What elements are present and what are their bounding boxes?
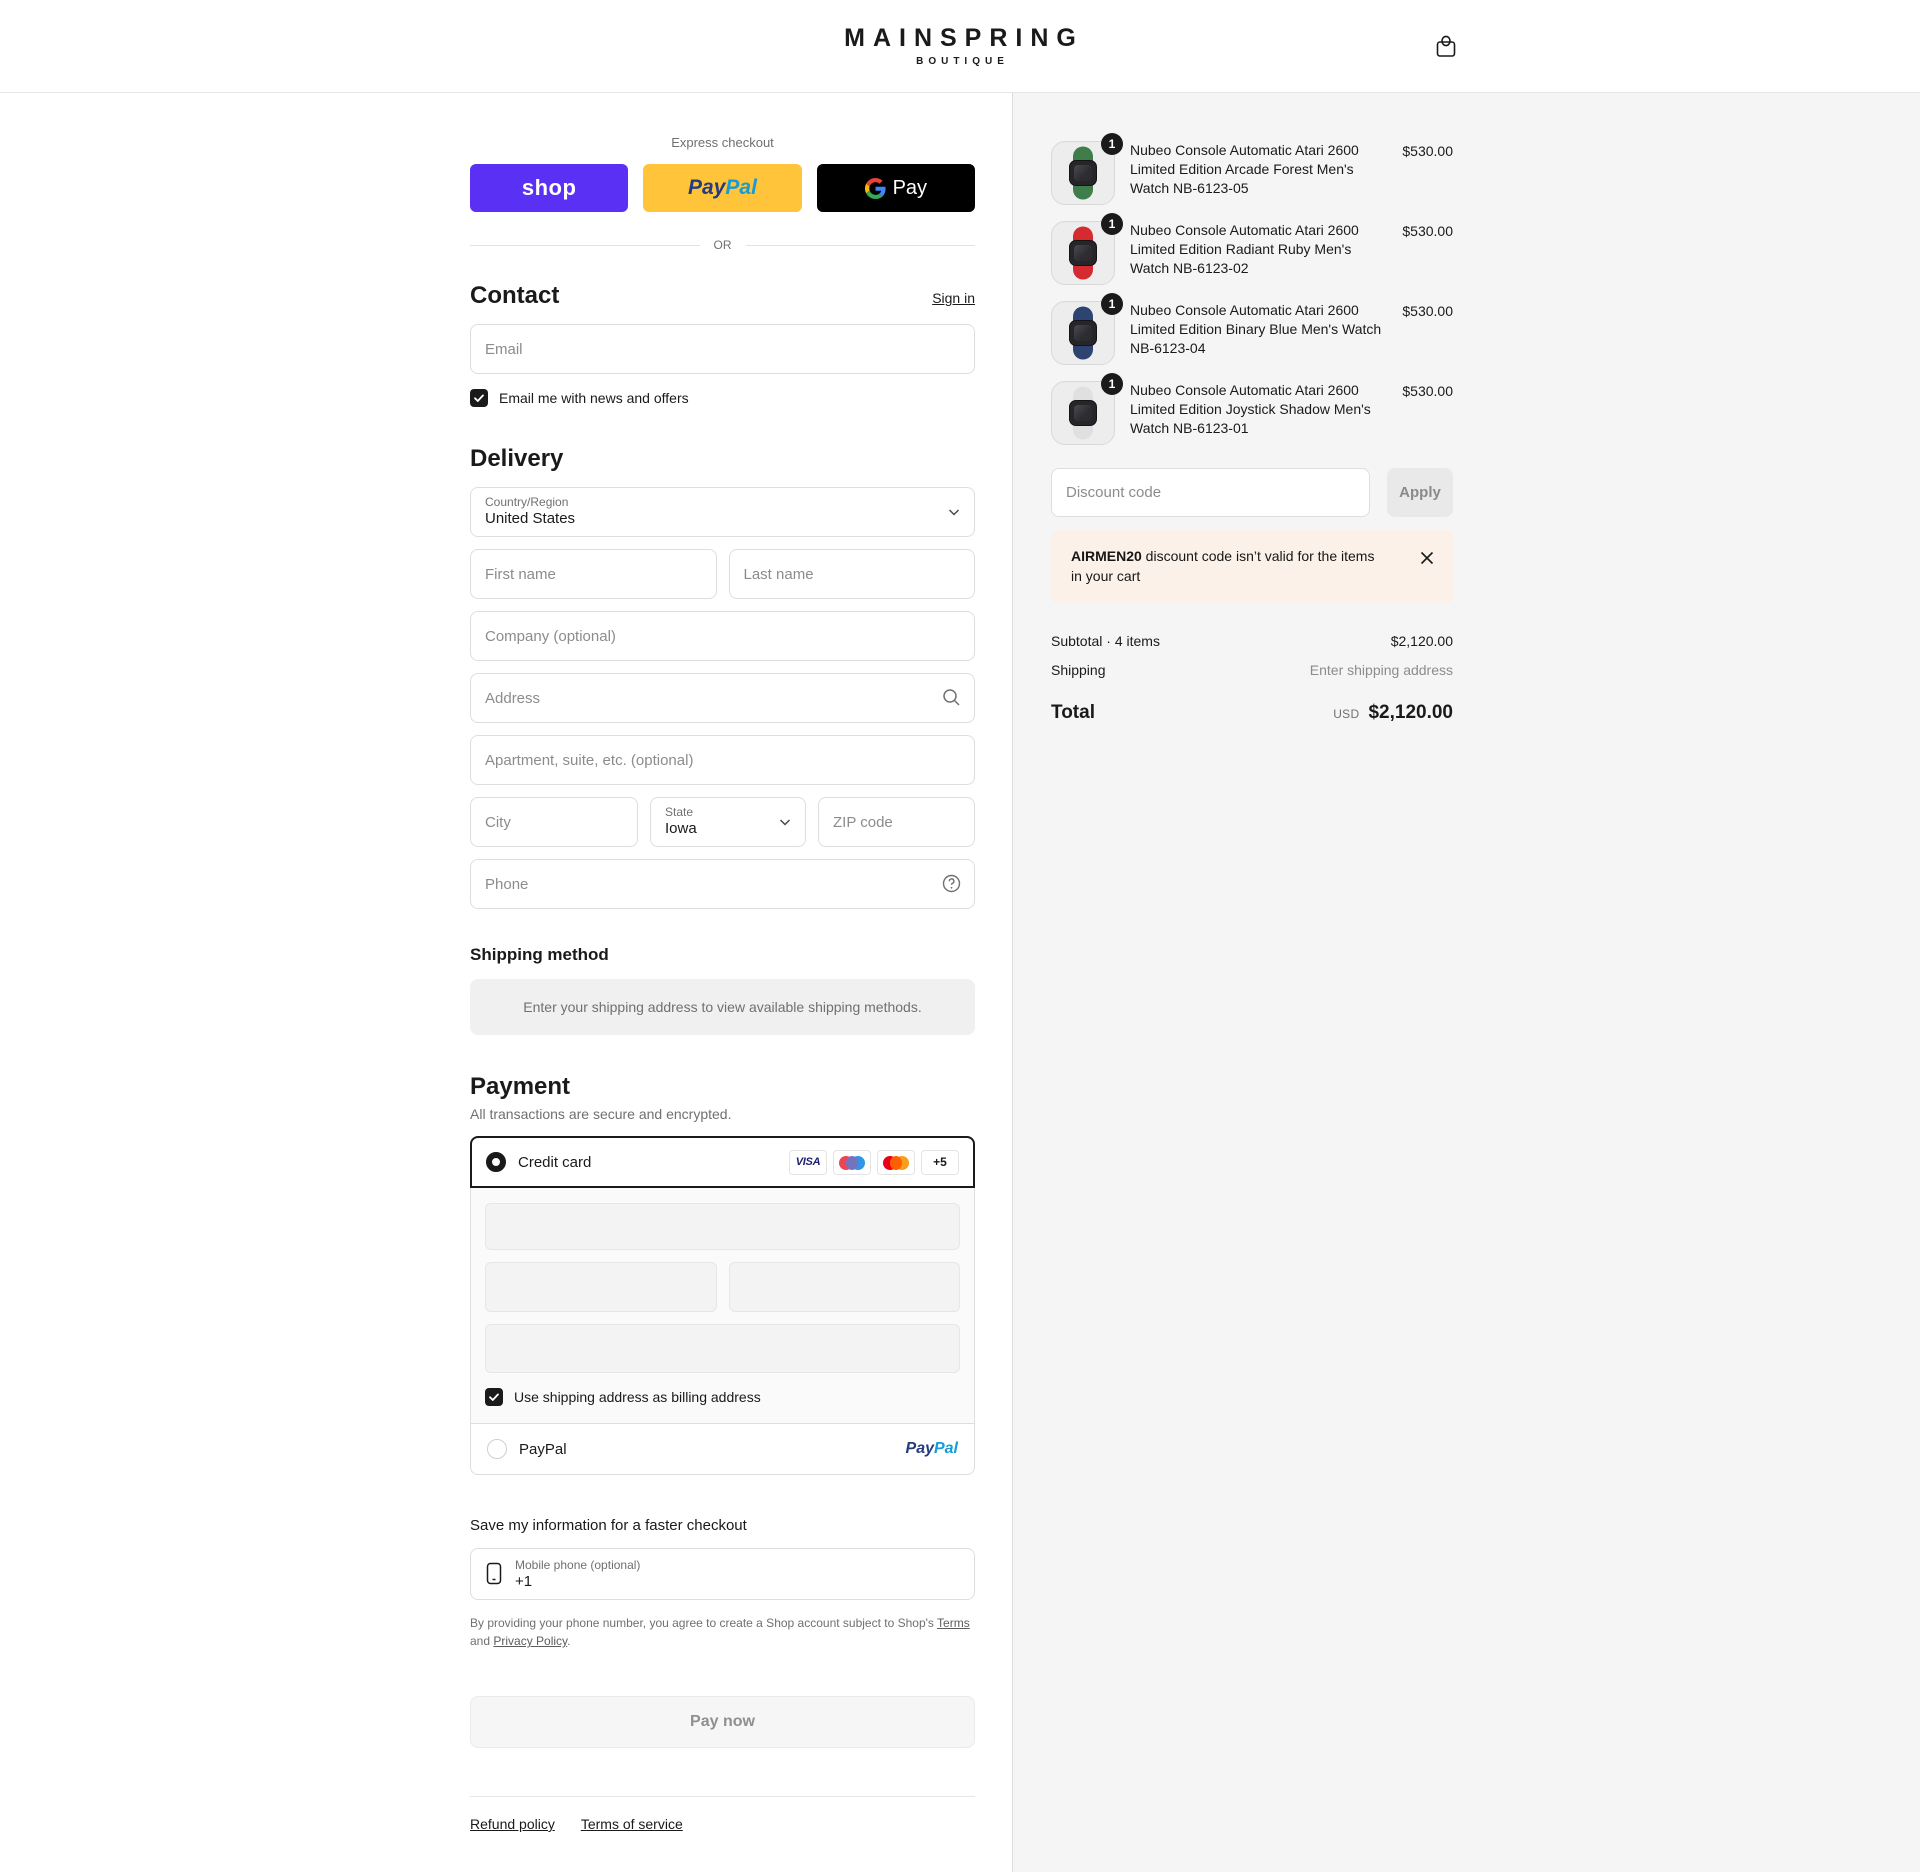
total-row (1051, 702, 1453, 724)
contact-heading: Contact (470, 282, 560, 309)
discount-error-text: AIRMEN20 discount code isn’t valid for the items in your cart (1071, 548, 1375, 584)
smartphone-icon (484, 1561, 504, 1587)
credit-card-fields (470, 1188, 975, 1424)
more-cards-badge: +5 (921, 1150, 959, 1175)
country-value: United States (485, 510, 576, 527)
credit-card-radio[interactable] (486, 1152, 506, 1172)
apartment-field[interactable] (470, 735, 975, 785)
mastercard-icon (877, 1150, 915, 1175)
shop-pay-button[interactable] (470, 164, 628, 212)
payment-heading: Payment (470, 1073, 571, 1100)
close-icon[interactable] (1419, 550, 1435, 566)
paypal-option[interactable] (470, 1424, 975, 1475)
city-field[interactable] (470, 797, 638, 847)
chevron-down-icon (947, 505, 961, 519)
product-price: $530.00 (1402, 223, 1453, 239)
company-field[interactable] (470, 611, 975, 661)
order-summary-column (1012, 93, 1920, 1872)
apply-discount-button[interactable]: Apply (1387, 468, 1453, 517)
google-pay-label: Pay (892, 176, 928, 199)
cart-item (1051, 377, 1453, 445)
cart-item (1051, 297, 1453, 365)
product-title: Nubeo Console Automatic Atari 2600 Limited Edition Binary Blue Men's Watch NB-6123-04 (1130, 302, 1382, 356)
footer-links (470, 1796, 975, 1872)
watch-face (1069, 320, 1097, 346)
shipping-value: Enter shipping address (1309, 661, 1453, 678)
product-title: Nubeo Console Automatic Atari 2600 Limited Edition Joystick Shadow Men's Watch NB-6123-01 (1130, 382, 1371, 436)
store-subtitle: BOUTIQUE (916, 55, 1009, 67)
product-price: $530.00 (1402, 143, 1453, 159)
google-pay-button[interactable] (817, 164, 975, 212)
paypal-option-label: PayPal (519, 1440, 567, 1458)
billing-address-checkbox[interactable] (485, 1388, 503, 1406)
shop-pay-logo: shop (521, 175, 577, 200)
delivery-heading: Delivery (470, 445, 564, 472)
product-price: $530.00 (1402, 383, 1453, 399)
discount-code-input[interactable] (1051, 468, 1370, 517)
card-number-field[interactable] (485, 1203, 960, 1250)
card-cvv-field[interactable] (729, 1262, 961, 1312)
product-price: $530.00 (1402, 303, 1453, 319)
total-value: $2,120.00 (1368, 701, 1453, 723)
state-value: Iowa (665, 820, 697, 837)
zip-field[interactable] (818, 797, 975, 847)
billing-address-label: Use shipping address as billing address (514, 1389, 761, 1405)
checkout-form-column (0, 93, 1012, 1872)
watch-face (1069, 240, 1097, 266)
shop-privacy-link[interactable]: Privacy Policy (493, 1634, 568, 1648)
marketing-checkbox[interactable] (470, 389, 488, 407)
shop-terms-link[interactable]: Terms (937, 1616, 970, 1630)
card-expiry-field[interactable] (485, 1262, 717, 1312)
terms-of-service-link[interactable]: Terms of service (580, 1816, 683, 1832)
subtotal-row (1051, 633, 1453, 649)
state-select[interactable] (650, 797, 806, 847)
product-title: Nubeo Console Automatic Atari 2600 Limited Edition Radiant Ruby Men's Watch NB-6123-02 (1130, 222, 1359, 276)
address-field[interactable] (470, 673, 975, 723)
cart-item (1051, 137, 1453, 205)
paypal-express-button[interactable] (643, 164, 801, 212)
shipping-row (1051, 662, 1453, 678)
shipping-label: Shipping (1051, 661, 1106, 678)
quantity-badge: 1 (1101, 293, 1123, 315)
cart-items-list (1051, 137, 1453, 445)
payment-methods (470, 1136, 975, 1475)
email-field[interactable] (470, 324, 975, 374)
payment-subheading: All transactions are secure and encrypted. (470, 1106, 732, 1122)
shipping-method-empty-message: Enter your shipping address to view available shipping methods. (470, 979, 975, 1035)
visa-icon: VISA (789, 1150, 827, 1175)
paypal-wordmark: PayPal (905, 1440, 958, 1457)
card-brand-icons (789, 1150, 959, 1175)
paypal-logo: PayPal (688, 176, 757, 199)
express-buttons (470, 164, 975, 212)
subtotal-value: $2,120.00 (1390, 632, 1453, 649)
mobile-phone-field[interactable] (470, 1548, 975, 1600)
chevron-down-icon (778, 815, 792, 829)
or-divider: OR (470, 238, 975, 252)
refund-policy-link[interactable]: Refund policy (470, 1816, 555, 1832)
currency-code: USD (1333, 706, 1360, 721)
product-title: Nubeo Console Automatic Atari 2600 Limited Edition Arcade Forest Men's Watch NB-6123-05 (1130, 142, 1359, 196)
mobile-phone-label: Mobile phone (optional) (515, 1558, 641, 1572)
watch-face (1069, 160, 1097, 186)
total-label: Total (1051, 701, 1095, 723)
shipping-method-heading: Shipping method (470, 945, 609, 964)
country-select[interactable] (470, 487, 975, 537)
maestro-icon (833, 1150, 871, 1175)
google-g-icon (865, 178, 886, 199)
save-info-heading: Save my information for a faster checkout (470, 1517, 747, 1534)
watch-face (1069, 400, 1097, 426)
quantity-badge: 1 (1101, 133, 1123, 155)
discount-error-banner (1051, 530, 1453, 604)
state-label: State (665, 805, 694, 819)
header (0, 0, 1920, 93)
paypal-radio[interactable] (487, 1439, 507, 1459)
quantity-badge: 1 (1101, 373, 1123, 395)
phone-field[interactable] (470, 859, 975, 909)
subtotal-label: Subtotal · 4 items (1051, 632, 1160, 649)
credit-card-label: Credit card (518, 1153, 592, 1171)
mobile-phone-value: +1 (515, 1573, 533, 1590)
card-name-field[interactable] (485, 1324, 960, 1373)
credit-card-option[interactable] (470, 1136, 975, 1188)
marketing-label: Email me with news and offers (499, 390, 689, 406)
first-name-field[interactable] (470, 549, 717, 599)
last-name-field[interactable] (729, 549, 976, 599)
store-name: MAINSPRING (844, 24, 1084, 53)
express-checkout-label: Express checkout (671, 135, 774, 150)
store-logo[interactable] (836, 25, 1084, 67)
quantity-badge: 1 (1101, 213, 1123, 235)
cart-item (1051, 217, 1453, 285)
cart-bag-icon[interactable] (1432, 33, 1460, 61)
shop-terms-text: By providing your phone number, you agree to create a Shop account subject to Shop's Terms and Privacy Policy. (470, 1616, 970, 1648)
country-label: Country/Region (485, 495, 569, 509)
pay-now-button[interactable]: Pay now (470, 1696, 975, 1748)
sign-in-link[interactable]: Sign in (932, 290, 975, 306)
